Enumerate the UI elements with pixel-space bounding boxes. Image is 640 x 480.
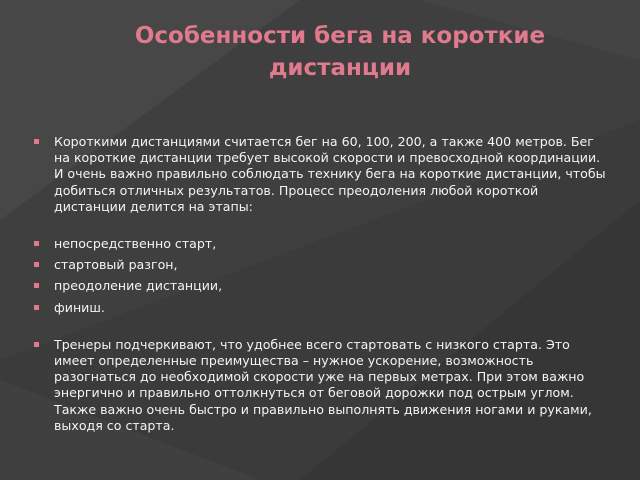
- bullet-icon: [34, 262, 39, 267]
- bullet-icon: [34, 241, 39, 246]
- list-item-text: стартовый разгон,: [54, 257, 178, 273]
- coaches-text: Тренеры подчеркивают, что удобнее всего стартовать с низкого старта. Это имеет определенные преимущества – нужное ускорение, возможность разогнаться до необходимой скорости уже на первых метрах. При этом важно энергично и правильно оттолкнуться от беговой дорожки под острым углом. Также важно очень быстро и правильно выполнять движения ногами и руками, выходя со старта.: [54, 336, 592, 433]
- list-item-text: непосредственно старт,: [54, 236, 217, 252]
- intro-text: Короткими дистанциями считается бег на 60, 100, 200, а также 400 метров. Бег на короткие дистанции требует высокой скорости и превосходной координации. И очень важно правильно соблюдать технику бега на короткие дистанции, чтобы добиться отличных результатов. Процесс преодоления любой короткой дистанции делится на этапы:: [54, 134, 606, 214]
- list-item-text: финиш.: [54, 299, 105, 315]
- list-item: [34, 278, 608, 294]
- intro-paragraph: [34, 134, 608, 215]
- slide-title: Особенности бега на короткие дистанции: [134, 23, 546, 81]
- list-item: [34, 257, 608, 273]
- coaches-paragraph: [34, 337, 608, 434]
- bullet-icon: [34, 342, 39, 347]
- list-item: [34, 236, 608, 252]
- slide-body: [34, 134, 608, 434]
- list-item-text: преодоление дистанции,: [54, 278, 223, 294]
- bullet-icon: [34, 305, 39, 310]
- list-item: [34, 300, 608, 316]
- bullet-icon: [34, 283, 39, 288]
- bullet-icon: [34, 139, 39, 144]
